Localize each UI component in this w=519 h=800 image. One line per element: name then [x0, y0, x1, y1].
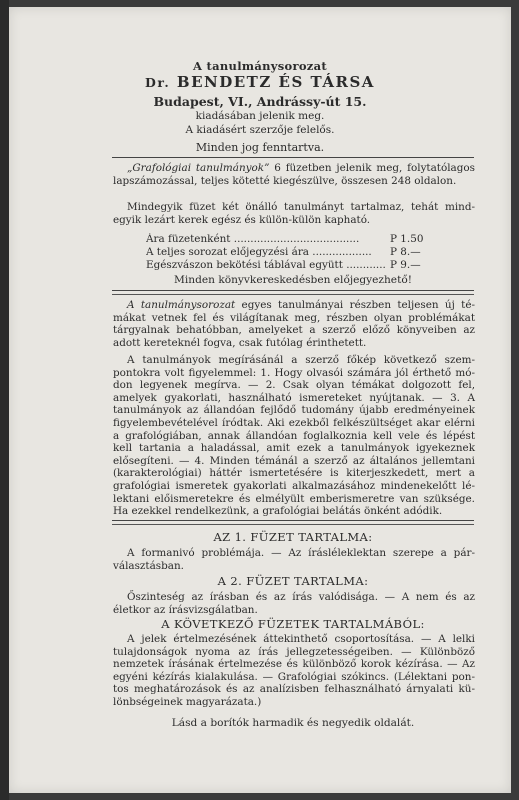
series-title: A tanulmánysorozat: [192, 59, 327, 73]
intro-title: „Grafológiai tanulmányok”: [127, 162, 270, 174]
divider: [112, 294, 474, 295]
about-text-1: egyes tanulmányai részben teljesen új témákat vetnek fel és világítanak meg, részben olyan problémákat tárgyalnak behatóbban, amelyeket a szerző előző könyveiben az adott kereteknél fogva, csak futólag érinthetett.: [113, 299, 475, 349]
next-issues-content: A jelek értelmezésének áttekinthető csoportosítása. — A lelki tulajdonságok nyoma az írás jellegzetességeiben. — Különböző nemzetek írásának értelmezése és különböző korok kézírása. — Az egyéni kézírás kialakulása. — Grafológiai szókincs. (Lélektani pontos meghatározások és az analízisben felhasználható árnyalati különbségeinek magyarázata.): [113, 633, 475, 708]
publisher-title: BENDETZ ÉS TÁRSA: [176, 73, 375, 91]
about-paragraph: [113, 299, 475, 349]
issue-2-content: Őszinteség az írásban és az írás valódisága. — A nem és az életkor az írásvizsgálatban.: [113, 591, 475, 616]
publisher-prefix: Dr.: [145, 75, 171, 90]
price-row: [146, 233, 438, 246]
price-row: [146, 259, 438, 272]
published-by-line: kiadásában jelenik meg.: [195, 110, 325, 122]
publisher-name: [9, 73, 511, 91]
price-label: Ára füzetenként ......................................: [146, 233, 360, 245]
price-label: Egészvászon bekötési táblával együtt ............: [146, 258, 386, 271]
intro-text-1: 6 füzetben jelenik meg, folytatólagos lapszámozással, teljes kötetté kiegészülve, összesen 248 oldalon.: [113, 162, 475, 187]
issue-1-content: A formanivó problémája. — Az írásléleklektan szerepe a párválasztásban.: [113, 547, 475, 572]
price-label: A teljes sorozat előjegyzési ára ..................: [146, 245, 372, 258]
rights-line: Minden jog fenntartva.: [195, 141, 325, 154]
issue-2-title: A 2. FÜZET TARTALMA:: [217, 574, 369, 588]
about-text-2: A tanulmányok megírásánál a szerző főkép következő szempontokra volt figyelemmel: 1. Hogy olvasói számára jól érthető módon legyenek megírva. — 2. Csak olyan témákat dolgozott fel, amelyek gyakorlati, használható ismereteket nyújtanak. — 3. A tanulmányok az állandóan fejlődő tudomány újabb eredményeinek figyelembevételével íródtak. Aki ezekből felkészültséget akar elérni a grafológiában, annak állandóan foglalkoznia kell vele és lépést kell tartania a haladással, amit ezek a tanulmányok igyekeznek elősegíteni. — 4. Minden témánál a szerző az általános jellemtani (karakterológiai) háttér ismertetésére is kiterjeszkedett, mert a grafológiai ismeretek gyakorlati alkalmazásához mindenekelőtt lélektani előismeretekre és elmélyült emberismeretre van szüksége. Ha ezekkel rendelkezünk, a grafológiai belátás önként adódik.: [113, 354, 475, 518]
issue-1-title: AZ 1. FÜZET TARTALMA:: [213, 530, 373, 544]
price-value: P 1.50: [390, 233, 424, 245]
price-value: P 9.—: [390, 258, 421, 271]
divider: [112, 524, 474, 525]
issue-2-text: [113, 591, 475, 616]
divider: [112, 290, 474, 291]
document-page: [9, 7, 511, 793]
next-issues-text: [113, 633, 475, 709]
page-edge-shadow: [0, 0, 9, 800]
about-lead: A tanulmánysorozat: [127, 299, 236, 311]
intro-paragraph-2: [113, 201, 475, 226]
price-value: P 8.—: [390, 245, 421, 258]
divider: [112, 520, 474, 521]
see-covers-note: Lásd a borítók harmadik és negyedik oldalát.: [171, 717, 415, 729]
next-issues-title: A KÖVETKEZŐ FÜZETEK TARTALMÁBÓL:: [161, 617, 425, 631]
price-row: [146, 246, 438, 259]
intro-text-2: Mindegyik füzet két önálló tanulmányt tartalmaz, tehát mindegyik lezárt kerek egész és külön-külön kapható.: [113, 201, 475, 226]
bookstore-note: Minden könyvkereskedésben előjegyezhető!: [174, 274, 412, 286]
issue-1-text: [113, 547, 475, 572]
intro-paragraph: [113, 162, 475, 187]
publisher-address: Budapest, VI., Andrássy-út 15.: [153, 94, 367, 109]
price-list: [146, 233, 438, 271]
about-paragraph-2: [113, 354, 475, 518]
responsibility-line: A kiadásért szerzője felelős.: [185, 124, 335, 136]
divider: [112, 157, 474, 158]
